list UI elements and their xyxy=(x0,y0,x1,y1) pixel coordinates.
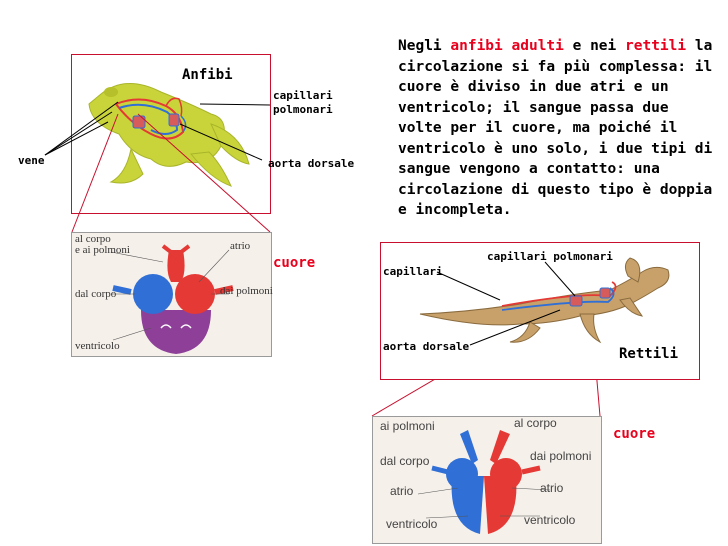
amphibian-title: Anfibi xyxy=(182,67,233,83)
label-aorta-dorsale-reptile: aorta dorsale xyxy=(383,340,470,353)
label-capillari-reptile: capillari xyxy=(383,265,443,278)
label-aorta-dorsale-frog: aorta dorsale xyxy=(268,157,355,170)
heart-label-dai-polmoni: dai polmoni xyxy=(220,285,273,297)
reptile-heart-label-dai-polmoni: dai polmoni xyxy=(530,449,592,463)
reptile-heart-label-ai-polmoni: ai polmoni xyxy=(380,419,435,433)
reptile-heart-caption: cuore xyxy=(613,426,656,442)
reptile-title: Rettili xyxy=(619,346,679,362)
reptile-heart-label-ventricolo-right: ventricolo xyxy=(524,513,576,527)
highlight-rettili: rettili xyxy=(625,38,687,54)
reptile-heart-label-atrio-right: atrio xyxy=(540,481,564,495)
heart-label-ventricolo: ventricolo xyxy=(75,340,120,352)
label-capillari-polmonari: capillari polmonari xyxy=(487,250,613,263)
reptile-heart-label-ventricolo-left: ventricolo xyxy=(386,517,438,531)
label-capillari: capillari xyxy=(273,89,333,102)
reptile-heart-label-al-corpo: al corpo xyxy=(514,416,557,430)
paragraph-prefix: Negli xyxy=(398,38,451,54)
paragraph-suffix: la circolazione si fa più complessa: il cuore è diviso in due atri e un ventricolo; il sangue passa due volte per il cuore, ma poiché il ventricolo è uno solo, i due tipi di sangue vengono a contatto: una circolazione di questo tipo è doppia e incompleta. xyxy=(398,38,713,218)
reptile-heart-label-atrio-left: atrio xyxy=(390,484,414,498)
label-polmonari: polmonari xyxy=(273,103,333,116)
amphibian-heart-caption: cuore xyxy=(273,255,316,271)
heart-label-al-corpo: al corpo xyxy=(75,233,111,245)
label-vene: vene xyxy=(18,154,45,167)
heart-label-dal-corpo: dal corpo xyxy=(75,288,117,300)
reptile-heart-label-dal-corpo: dal corpo xyxy=(380,454,430,468)
heart-label-e-ai-polmoni: e ai polmoni xyxy=(75,244,130,256)
paragraph-middle: e nei xyxy=(563,38,625,54)
heart-label-atrio: atrio xyxy=(230,240,251,252)
highlight-anfibi-adulti: anfibi adulti xyxy=(450,38,564,54)
